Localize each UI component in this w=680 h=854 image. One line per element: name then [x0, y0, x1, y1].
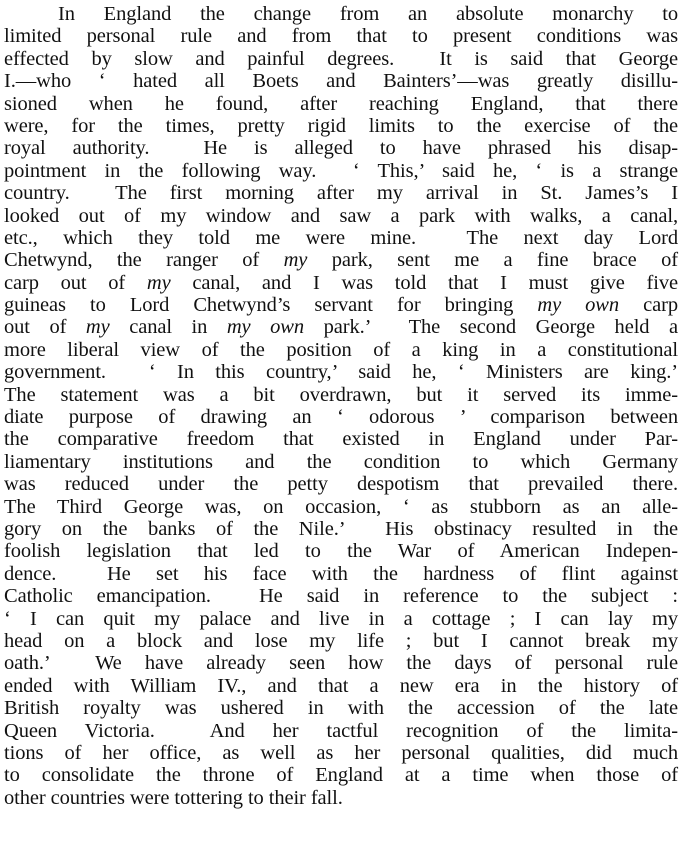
text-run: ‘ I can quit my palace and live in a cottage ; I can lay my [4, 607, 678, 630]
text-run: the comparative freedom that existed in England under Par- [4, 428, 678, 451]
text-line [4, 48, 678, 70]
text-line [4, 272, 678, 294]
text-line [4, 473, 678, 495]
text-line [4, 361, 678, 383]
text-run: tions of her office, as well as her personal qualities, did much [4, 741, 678, 764]
text-run: limited personal rule and from that to present conditions was [4, 25, 678, 48]
text-run: Catholic emancipation. He said in reference to the subject : [4, 585, 678, 608]
text-line [4, 227, 678, 249]
text-run: Chetwynd, the ranger of [4, 249, 284, 272]
text-run: dence. He set his face with the hardness of flint against [4, 562, 678, 585]
text-line [4, 294, 678, 316]
text-run: liamentary institutions and the condition to which Germany [4, 450, 678, 473]
text-line [4, 563, 678, 585]
text-line [4, 182, 678, 204]
text-line [4, 540, 678, 562]
text-line [4, 630, 678, 652]
text-run: was reduced under the petty despotism that prevailed there. [4, 473, 678, 496]
text-run: British royalty was ushered in with the accession of the late [4, 697, 678, 720]
text-line [4, 70, 678, 92]
text-line [4, 249, 678, 271]
text-line [4, 115, 678, 137]
text-run: diate purpose of drawing an ‘ odorous ’ comparison between [4, 406, 678, 429]
text-line [4, 652, 678, 674]
text-run: etc., which they told me were mine. The next day Lord [4, 226, 678, 249]
text-line [4, 608, 678, 630]
text-run: The statement was a bit overdrawn, but it served its imme- [4, 383, 678, 406]
text-line [4, 384, 678, 406]
text-line [4, 720, 678, 742]
text-line [4, 205, 678, 227]
text-run: country. The first morning after my arrival in St. James’s I [4, 182, 678, 205]
text-line [4, 406, 678, 428]
text-line [4, 697, 678, 719]
text-run: out of [4, 316, 86, 339]
text-run: foolish legislation that led to the War of American Indepen- [4, 540, 678, 563]
text-line [4, 787, 678, 809]
text-run: gory on the banks of the Nile.’ His obstinacy resulted in the [4, 517, 678, 540]
text-run: canal, and I was told that I must give five [170, 271, 678, 294]
text-run: more liberal view of the position of a king in a constitutional [4, 338, 678, 361]
italic-text: my own [226, 316, 304, 339]
text-run: looked out of my window and saw a park with walks, a canal, [4, 204, 678, 227]
text-run: effected by slow and painful degrees. It is said that George [4, 47, 678, 70]
text-line [4, 25, 678, 47]
text-run: carp out of [4, 271, 147, 294]
text-run: royal authority. He is alleged to have phrased his disap- [4, 137, 678, 160]
body-paragraph [4, 3, 678, 809]
text-line [4, 451, 678, 473]
text-run: Queen Victoria. And her tactful recognition of the limita- [4, 719, 678, 742]
text-run: park, sent me a fine brace of [307, 249, 678, 272]
italic-text: my own [537, 294, 620, 317]
text-run: pointment in the following way. ‘ This,’ said he, ‘ is a strange [4, 159, 678, 182]
text-line [4, 675, 678, 697]
text-run: guineas to Lord Chetwynd’s servant for bringing [4, 294, 538, 317]
italic-text: my [146, 271, 171, 294]
text-run: I.—who ‘ hated all Boets and Bainters’—was greatly disillu- [4, 70, 678, 93]
text-run: ended with William IV., and that a new era in the history of [4, 674, 678, 697]
text-run: In England the change from an absolute monarchy to [58, 3, 678, 25]
text-line [4, 585, 678, 607]
text-run: carp [619, 294, 678, 317]
text-line [4, 764, 678, 786]
text-run: canal in [109, 316, 227, 339]
text-line [4, 137, 678, 159]
text-run: other countries were tottering to their fall. [4, 786, 343, 809]
text-run: sioned when he found, after reaching England, that there [4, 92, 678, 115]
text-run: oath.’ We have already seen how the days of personal rule [4, 652, 678, 675]
italic-text: my [283, 249, 308, 272]
text-line [4, 742, 678, 764]
italic-text: my [85, 316, 110, 339]
text-line [4, 160, 678, 182]
text-run: The Third George was, on occasion, ‘ as stubborn as an alle- [4, 495, 678, 518]
text-run: head on a block and lose my life ; but I cannot break my [4, 629, 678, 652]
text-run: to consolidate the throne of England at a time when those of [4, 764, 678, 787]
text-line [4, 339, 678, 361]
text-line [4, 496, 678, 518]
text-line [4, 93, 678, 115]
text-run: government. ‘ In this country,’ said he, ‘ Ministers are king.’ [4, 361, 678, 384]
text-line [4, 518, 678, 540]
text-line [4, 316, 678, 338]
text-line [4, 428, 678, 450]
text-run: were, for the times, pretty rigid limits to the exercise of the [4, 114, 678, 137]
text-line [4, 3, 678, 25]
text-run: park.’ The second George held a [304, 316, 679, 339]
